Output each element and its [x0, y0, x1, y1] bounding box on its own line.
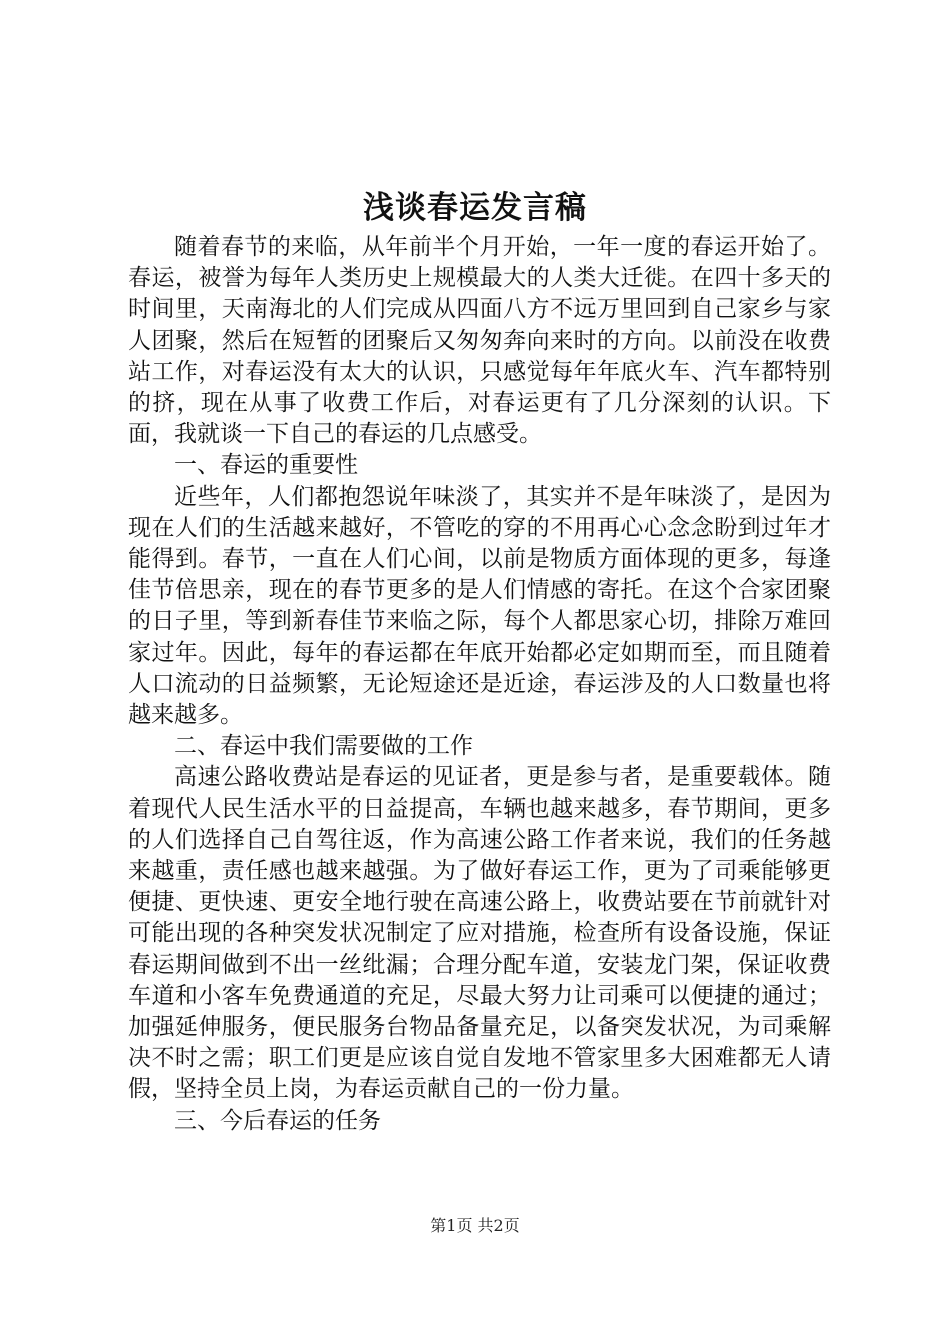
- section-heading-1: 一、春运的重要性: [174, 452, 358, 479]
- paragraph-intro: 随着春节的来临，从年前半个月开始，一年一度的春运开始了。春运，被誉为每年人类历史上规模最大的人类大迁徙。在四十多天的时间里，天南海北的人们完成从四面八方不远万里回到自己家乡与家人团聚，然后在短暂的团聚后又匆匆奔向来时的方向。以前没在收费站工作，对春运没有太大的认识，只感觉每年年底火车、汽车都特别的挤，现在从事了收费工作后，对春运更有了几分深刻的认识。下面，我就谈一下自己的春运的几点感受。: [128, 234, 831, 448]
- section-heading-3: 三、今后春运的任务: [174, 1107, 381, 1134]
- section-heading-2: 二、春运中我们需要做的工作: [174, 733, 473, 760]
- paragraph-importance: 近些年，人们都抱怨说年味淡了，其实并不是年味淡了，是因为现在人们的生活越来越好，不管吃的穿的不用再心心念念盼到过年才能得到。春节，一直在人们心间，以前是物质方面体现的更多，每逢佳节倍思亲，现在的春节更多的是人们情感的寄托。在这个合家团聚的日子里，等到新春佳节来临之际，每个人都思家心切，排除万难回家过年。因此，每年的春运都在年底开始都必定如期而至，而且随着人口流动的日益频繁，无论短途还是近途，春运涉及的人口数量也将越来越多。: [128, 483, 831, 729]
- document-title: 浅谈春运发言稿: [363, 190, 587, 226]
- paragraph-work: 高速公路收费站是春运的见证者，更是参与者，是重要载体。随着现代人民生活水平的日益提高，车辆也越来越多，春节期间，更多的人们选择自己自驾往返，作为高速公路工作者来说，我们的任务越来越重，责任感也越来越强。为了做好春运工作，更为了司乘能够更便捷、更快速、更安全地行驶在高速公路上，收费站要在节前就针对可能出现的各种突发状况制定了应对措施，检查所有设备设施，保证春运期间做到不出一丝纰漏；合理分配车道，安装龙门架，保证收费车道和小客车免费通道的充足，尽最大努力让司乘可以便捷的通过；加强延伸服务，便民服务台物品备量充足，以备突发状况，为司乘解决不时之需；职工们更是应该自觉自发地不管家里多大困难都无人请假，坚持全员上岗，为春运贡献自己的一份力量。: [128, 764, 831, 1103]
- document-body: [128, 232, 831, 1137]
- page-footer: 第1页 共2页: [430, 1216, 520, 1235]
